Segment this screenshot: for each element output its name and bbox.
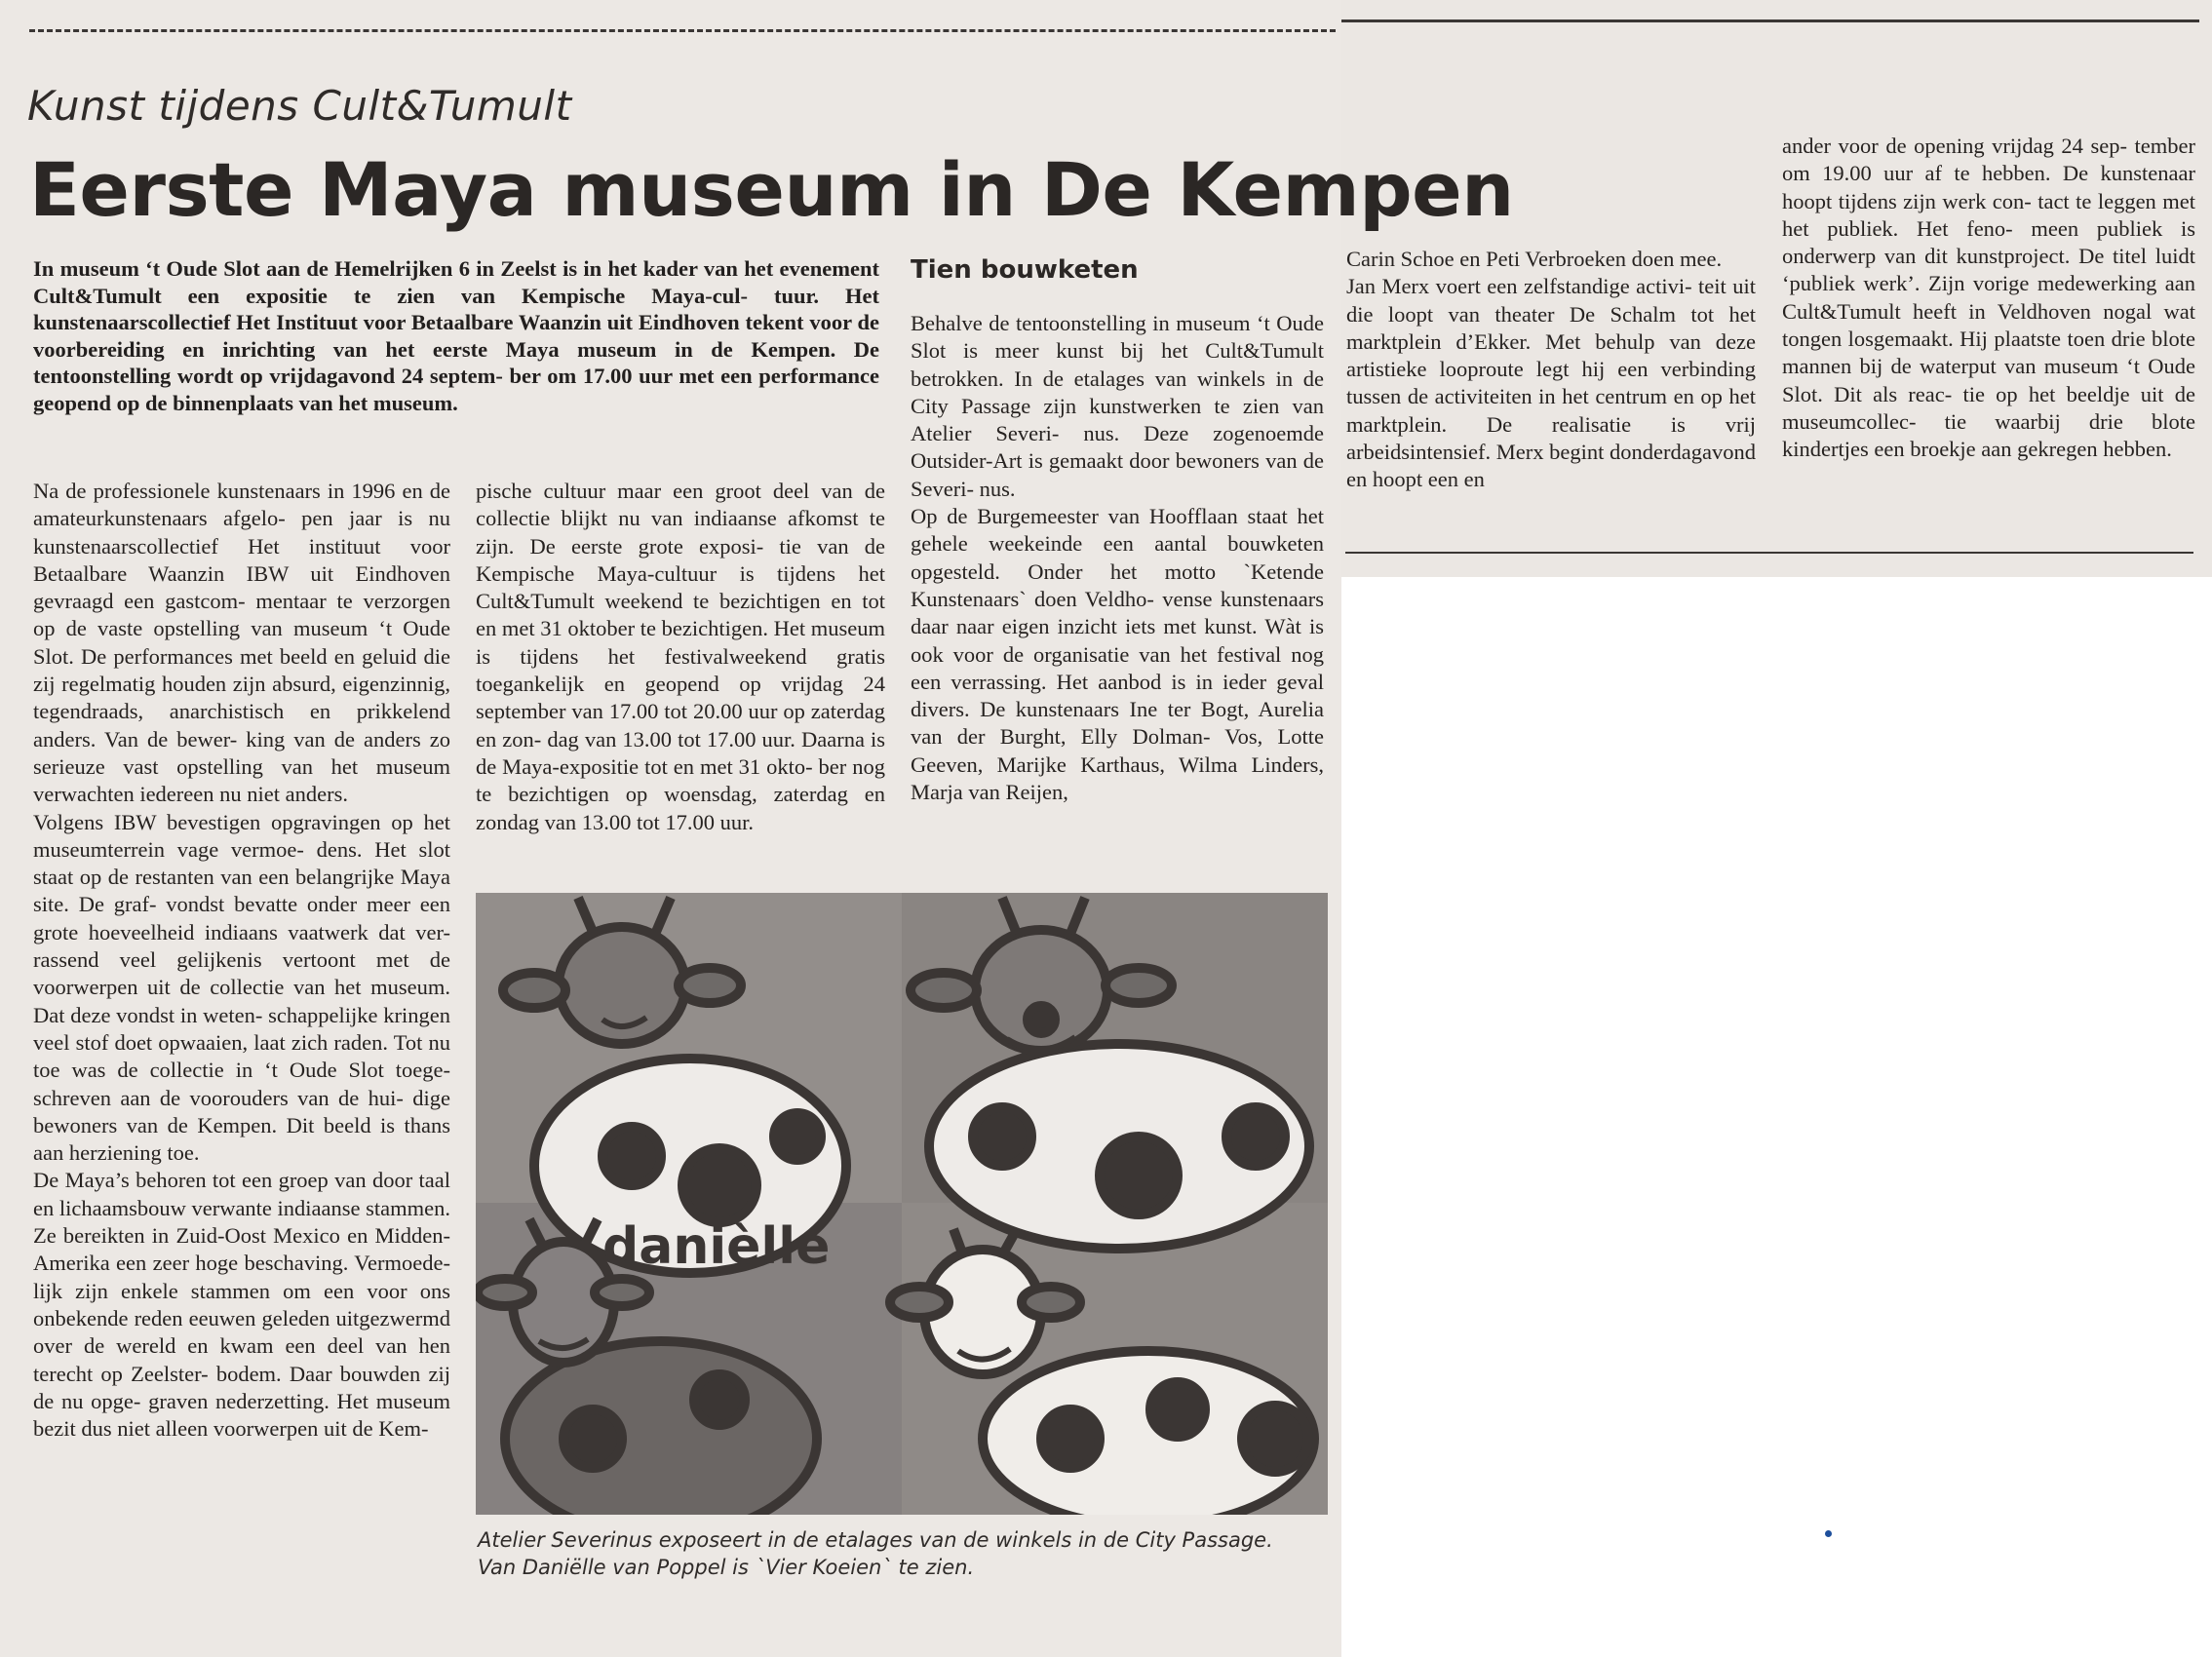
paragraph: pische cultuur maar een groot deel van de collectie blijkt nu van indiaanse afkomst te zijn. De eerste grote exposi- tie van de Kempische Maya-cultuur is tijdens het Cult&Tumult weekend te bezichtigen en tot en met 31 oktober te bezichtigen. Het museum is tijdens het festivalweekend gratis toegankelijk en geopend op vrijdag 24 september van 17.00 tot 20.00 uur op zaterdag en zon- dag van 13.00 tot 17.00 uur. Daarna is de Maya-expositie tot en met 31 okto- ber nog te bezichtigen op woensdag, zaterdag en zondag van 13.00 tot 17.00 uur. bbox=[476, 479, 885, 834]
top-rule-right bbox=[1341, 19, 2199, 22]
photo-caption bbox=[478, 1526, 1336, 1581]
kicker: Kunst tijdens Cult&Tumult bbox=[27, 82, 572, 130]
cow-drawing-illustration bbox=[476, 893, 1328, 1515]
column-2 bbox=[476, 478, 885, 836]
paragraph: Na de professionele kunstenaars in 1996 en de amateurkunstenaars afgelo- pen jaar is nu kunstenaarscollectief Het instituut voor Betaalbare Waanzin IBW uit Eindhoven gevraagd een gastcom- mentaar te verzorgen op de vaste opstelling van museum ‘t Oude Slot. De performances met beeld en geluid die zij regelmatig houden zijn absurd, eigenzinnig, tegendraads, anarchistisch en prikkelend anders. Van de bewer- king van de anders zo serieuze vast opstelling van het museum verwachten iedereen nu niet anders. bbox=[33, 479, 450, 807]
column-3 bbox=[911, 310, 1324, 806]
paragraph: De Maya’s behoren tot een groep van door taal en lichaamsbouw verwante indiaanse stammen. Ze bereikten in Zuid-Oost Mexico en Midden-Amerika een zeer hoge beschaving. Vermoede- lijk zijn enkele stammen om een voor ons onbekende reden eeuwen geleden uitgezwermd over de wereld en kwam een deel van hen terecht op Zeelster- bodem. Daar bouwden zij de nu opge- graven nederzetting. Het museum bezit dus niet alleen voorwerpen uit de Kem- bbox=[33, 1168, 450, 1442]
lead-paragraph: In museum ‘t Oude Slot aan de Hemelrijken 6 in Zeelst is in het kader van het evenement Cult&Tumult een expositie te zien van Kempische Maya-cul- tuur. Het kunstenaarscollectief Het Instituut voor Betaalbare Waanzin uit Eindhoven tekent voor de voorbereiding en inrichting van het eerste Maya museum in de Kempen. De tentoonstelling wordt op vrijdagavond 24 septem- ber om 17.00 uur met een performance geopend op de binnenplaats van het museum. bbox=[33, 256, 879, 415]
paragraph: Jan Merx voert een zelfstandige activi- teit uit die loopt van theater De Schalm tot het marktplein d’Ekker. Met behulp van deze artistieke looproute legt hij een verbinding tussen de activiteiten in het centrum en op het marktplein. De realisatie is vrij arbeidsintensief. Merx begint donderdagavond en hoopt een en bbox=[1346, 274, 1756, 492]
headline: Eerste Maya museum in De Kempen bbox=[29, 146, 1514, 233]
drawing-signature: danièlle bbox=[602, 1217, 831, 1276]
paragraph: ander voor de opening vrijdag 24 sep- tember om 19.00 uur af te hebben. De kunstenaar hoopt tijdens zijn werk con- tact te leggen met het publiek. Het feno- meen publiek is onderwerp van dit kunstproject. De titel luidt ‘publiek werk’. Zijn vorige medewerking aan Cult&Tumult heeft in Veldhoven nogal wat tongen losgemaakt. Hij plaatste toen drie blote mannen bij de waterput van museum ‘t Oude Slot. Dit als reac- tie op het beeldje uit de museumcollec- tie waarbij drie blote kindertjes een broekje aan gekregen hebben. bbox=[1782, 134, 2195, 462]
ink-dot bbox=[1825, 1530, 1832, 1537]
top-rule bbox=[29, 29, 1336, 32]
bottom-rule-right bbox=[1345, 552, 2193, 554]
paragraph: Carin Schoe en Peti Verbroeken doen mee. bbox=[1346, 247, 1723, 271]
column-1 bbox=[33, 478, 450, 1443]
photo-vier-koeien bbox=[476, 893, 1328, 1515]
paragraph: Op de Burgemeester van Hoofflaan staat het gehele weekeinde een aantal bouwketen opgesteld. Onder het motto `Ketende Kunstenaars` doen Veldho- vense kunstenaars daar naar eigen inzicht iets met kunst. Wàt is ook voor de organisatie van het festival nog een verrassing. Het aanbod is in ieder geval divers. De kunstenaars Ine ter Bogt, Aurelia van der Burght, Elly Dolman- Vos, Lotte Geeven, Marijke Karthaus, Wilma Linders, Marja van Reijen, bbox=[911, 504, 1324, 805]
caption-line-1: Atelier Severinus exposeert in de etalages van de winkels in de City Passage. bbox=[478, 1528, 1273, 1552]
paragraph: Behalve de tentoonstelling in museum ‘t Oude Slot is meer kunst bij het Cult&Tumult betrokken. In de etalages van winkels in de City Passage zijn kunstwerken te zien van Atelier Severi- nus. Deze zogenoemde Outsider-Art is gemaakt door bewoners van de Severi- nus. bbox=[911, 311, 1324, 501]
column-4 bbox=[1346, 246, 1756, 494]
caption-line-2: Van Daniëlle van Poppel is `Vier Koeien` te zien. bbox=[478, 1556, 975, 1579]
column-5 bbox=[1782, 133, 2195, 464]
paragraph: Volgens IBW bevestigen opgravingen op het museumterrein vage vermoe- dens. Het slot staat op de restanten van een belangrijke Maya site. De graf- vondst bevatte onder meer een grote hoeveelheid indiaans vaatwerk dat ver- rassend veel gelijkenis vertoont met de voorwerpen uit de collectie van het museum. Dat deze vondst in weten- schappelijke kringen veel stof doet opwaaien, laat zich raden. Tot nu toe was de collectie in ‘t Oude Slot toege- schreven aan de voorouders van de hui- dige bewoners van de Kempen. Dit beeld is thans aan herziening toe. bbox=[33, 809, 450, 1166]
subheading: Tien bouwketen bbox=[911, 255, 1139, 285]
